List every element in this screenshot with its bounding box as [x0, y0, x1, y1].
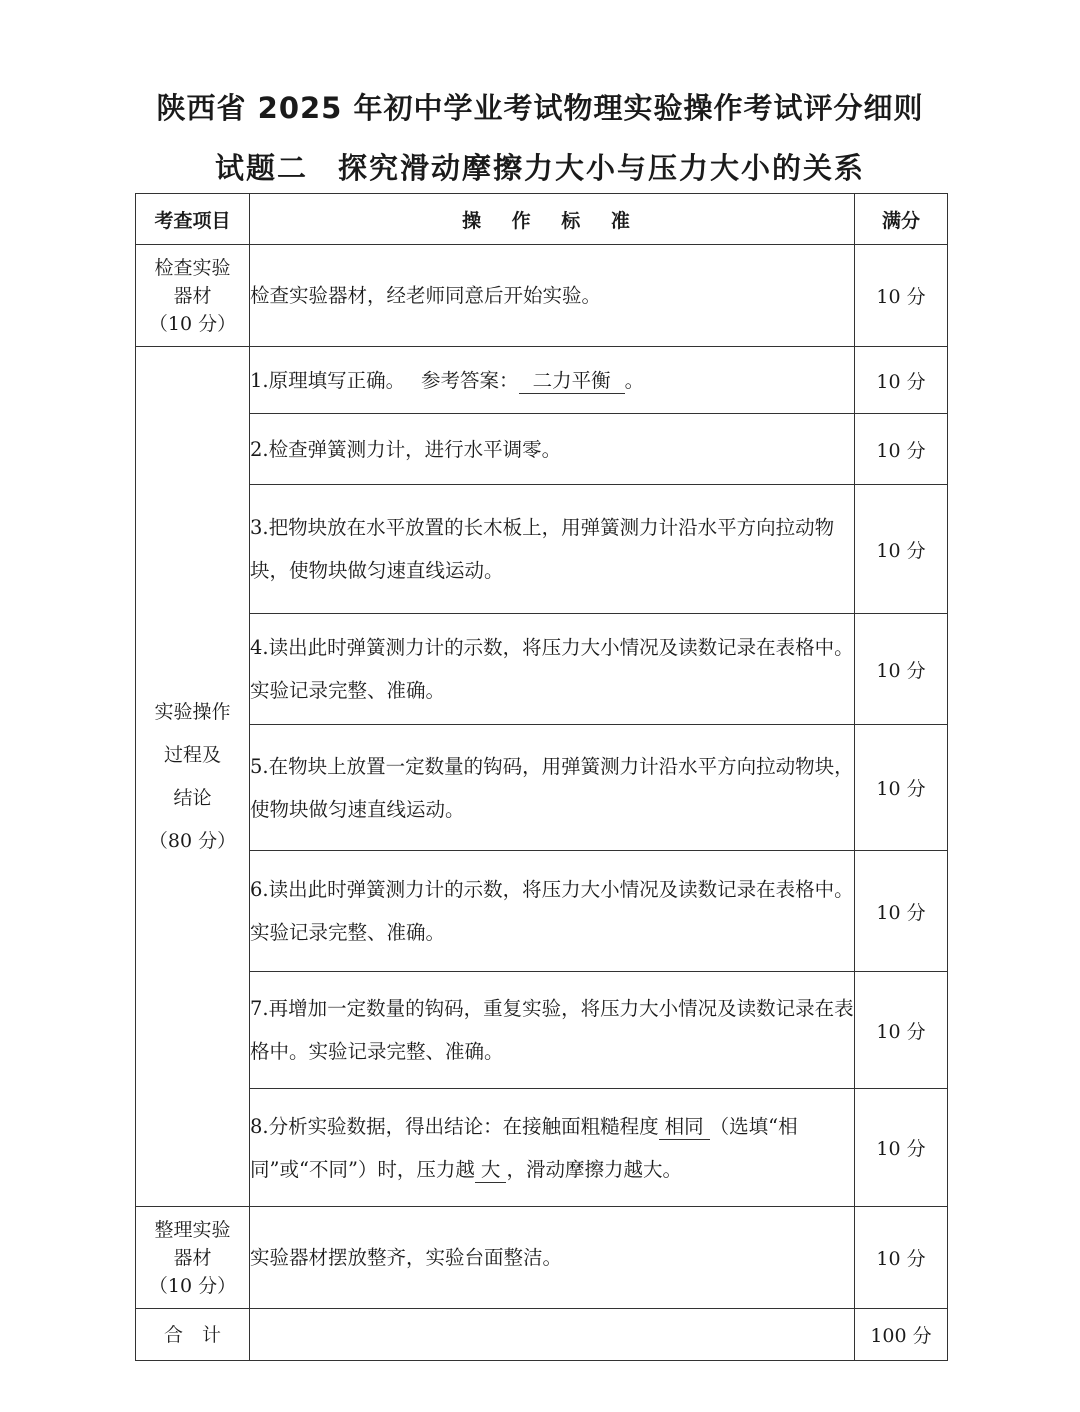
category-cell	[136, 1207, 250, 1309]
table-row	[136, 851, 948, 972]
standard-text: 。	[624, 368, 645, 392]
standard-text: ，滑动摩擦力越大。	[506, 1157, 682, 1181]
table-row	[136, 1089, 948, 1207]
score-cell: 10 分	[855, 414, 948, 485]
total-row	[136, 1309, 948, 1361]
category-line: 整理实验	[154, 1218, 231, 1241]
standard-text: 8.分析实验数据，得出结论：在接触面粗糙程度	[250, 1114, 659, 1138]
standard-cell: 6.读出此时弹簧测力计的示数，将压力大小情况及读数记录在表格中。实验记录完整、准确。	[250, 851, 855, 972]
category-line: 器材	[173, 284, 212, 307]
table-row	[136, 414, 948, 485]
category-line: 检查实验	[154, 256, 231, 279]
score-cell: 10 分	[855, 347, 948, 414]
answer-blank: 大	[475, 1158, 507, 1183]
standard-cell: 4.读出此时弹簧测力计的示数，将压力大小情况及读数记录在表格中。实验记录完整、准确。	[250, 614, 855, 725]
table-row	[136, 614, 948, 725]
header-score: 满分	[855, 194, 948, 245]
table-row	[136, 347, 948, 414]
total-standard	[250, 1309, 855, 1361]
total-label: 合 计	[136, 1309, 250, 1361]
score-cell: 10 分	[855, 245, 948, 347]
standard-cell	[250, 347, 855, 414]
table-row	[136, 972, 948, 1089]
score-cell: 10 分	[855, 972, 948, 1089]
table-row	[136, 725, 948, 851]
score-cell: 10 分	[855, 851, 948, 972]
total-score: 100 分	[855, 1309, 948, 1361]
page-title: 陕西省 2025 年初中学业考试物理实验操作考试评分细则	[156, 91, 924, 125]
standard-cell: 检查实验器材，经老师同意后开始实验。	[250, 245, 855, 347]
score-cell: 10 分	[855, 614, 948, 725]
answer-blank: 二力平衡	[519, 369, 625, 394]
subtitle-number: 试题二	[214, 151, 308, 185]
subtitle-topic: 探究滑动摩擦力大小与压力大小的关系	[338, 151, 866, 185]
header-row	[136, 194, 948, 245]
standard-cell: 3.把物块放在水平放置的长木板上，用弹簧测力计沿水平方向拉动物块，使物块做匀速直线运动。	[250, 485, 855, 614]
category-line: （80 分）	[148, 829, 237, 852]
category-line: 过程及	[163, 743, 221, 766]
header-item: 考查项目	[136, 194, 250, 245]
standard-cell: 5.在物块上放置一定数量的钩码，用弹簧测力计沿水平方向拉动物块，使物块做匀速直线运动。	[250, 725, 855, 851]
header-standard: 操 作 标 准	[250, 194, 855, 245]
score-cell: 10 分	[855, 485, 948, 614]
category-cell	[136, 347, 250, 1207]
category-line: 结论	[173, 786, 212, 809]
score-cell: 10 分	[855, 725, 948, 851]
category-line: 实验操作	[154, 700, 231, 723]
score-cell: 10 分	[855, 1207, 948, 1309]
standard-cell	[250, 1089, 855, 1207]
category-line: （10 分）	[148, 1274, 237, 1297]
standard-cell: 实验器材摆放整齐，实验台面整洁。	[250, 1207, 855, 1309]
table-row	[136, 485, 948, 614]
category-line: （10 分）	[148, 312, 237, 335]
standard-text: （选填“相同”或“不同”）时，压力越	[250, 1114, 798, 1181]
standard-cell: 2.检查弹簧测力计，进行水平调零。	[250, 414, 855, 485]
category-cell	[136, 245, 250, 347]
scoring-table	[135, 193, 948, 1361]
standard-cell: 7.再增加一定数量的钩码，重复实验，将压力大小情况及读数记录在表格中。实验记录完整、准确。	[250, 972, 855, 1089]
table-row	[136, 245, 948, 347]
page-subtitle	[0, 146, 1080, 187]
category-line: 器材	[173, 1246, 212, 1269]
score-cell: 10 分	[855, 1089, 948, 1207]
standard-text: 1.原理填写正确。 参考答案：	[250, 368, 519, 392]
answer-blank: 相同	[659, 1115, 710, 1140]
table-row	[136, 1207, 948, 1309]
